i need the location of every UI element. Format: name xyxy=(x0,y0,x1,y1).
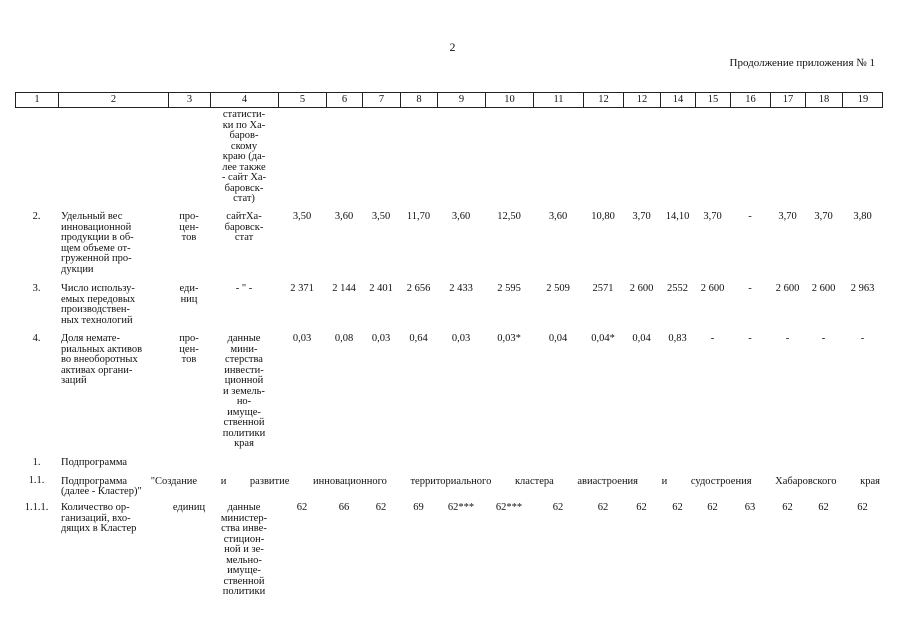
column-number-2: 2 xyxy=(58,93,168,107)
subsection-title-word: авиастроения xyxy=(577,476,639,487)
value-cell: 10,80 xyxy=(591,211,615,222)
value-cell: - xyxy=(748,211,752,222)
value-cell: 0,03 xyxy=(451,333,471,344)
item-value-cell: 62 xyxy=(552,502,564,513)
value-cell: 2 371 xyxy=(290,283,314,294)
data-source: данные мини- стерства инвести- ционной и земель- но- имуще- ственной политики края xyxy=(222,333,266,449)
value-cell: 3,60 xyxy=(548,211,568,222)
item-value-cell: 62 xyxy=(636,502,647,513)
column-number-14: 14 xyxy=(660,93,695,107)
value-cell: 2 144 xyxy=(332,283,356,294)
value-cell: 3,50 xyxy=(292,211,312,222)
column-number-18: 18 xyxy=(805,93,842,107)
subsection-title-word: и xyxy=(661,476,668,487)
value-cell: 0,08 xyxy=(334,333,354,344)
column-number-9: 9 xyxy=(437,93,485,107)
column-number-13: 12 xyxy=(623,93,660,107)
value-cell: 0,04* xyxy=(591,333,615,344)
value-cell: 11,70 xyxy=(406,211,431,222)
value-cell: 0,03* xyxy=(497,333,521,344)
column-number-10: 10 xyxy=(485,93,533,107)
value-cell: 2 509 xyxy=(546,283,570,294)
value-cell: 2 433 xyxy=(449,283,473,294)
value-cell: 3,60 xyxy=(334,211,354,222)
value-cell: 3,80 xyxy=(853,211,872,222)
value-cell: 3,70 xyxy=(703,211,722,222)
value-cell: 2 595 xyxy=(497,283,521,294)
value-cell: 0,83 xyxy=(668,333,687,344)
subsection-title-word: и xyxy=(220,476,227,487)
data-source: - " - xyxy=(235,283,253,294)
value-cell: 0,03 xyxy=(371,333,391,344)
subsection-number: 1.1. xyxy=(28,475,45,486)
column-number-17: 17 xyxy=(770,93,805,107)
value-cell: 2571 xyxy=(592,283,614,294)
column-number-5: 5 xyxy=(278,93,326,107)
value-cell: 14,10 xyxy=(665,211,690,222)
value-cell: - xyxy=(785,333,790,344)
item-name: Количество ор- ганизаций, вхо- дящих в Кластер xyxy=(61,502,137,534)
value-cell: 2 600 xyxy=(811,283,836,294)
unit-of-measure: про- цен- тов xyxy=(179,211,199,243)
value-cell: 2 600 xyxy=(700,283,725,294)
value-cell: 3,70 xyxy=(778,211,797,222)
subsection-title xyxy=(61,476,880,487)
item-value-cell: 62 xyxy=(707,502,718,513)
value-cell: 0,04 xyxy=(632,333,651,344)
value-cell: - xyxy=(748,333,752,344)
item-value-cell: 62*** xyxy=(447,502,475,513)
item-value-cell: 63 xyxy=(744,502,756,513)
value-cell: 0,64 xyxy=(409,333,428,344)
item-unit: единиц xyxy=(172,502,206,513)
column-number-12: 12 xyxy=(583,93,623,107)
indicator-name: Число использу- емых передовых производствен- ных технологий xyxy=(61,283,136,326)
item-number: 1.1.1. xyxy=(24,502,49,513)
item-value-cell: 62 xyxy=(782,502,793,513)
item-value-cell: 62 xyxy=(672,502,683,513)
column-number-7: 7 xyxy=(362,93,400,107)
value-cell: 3,70 xyxy=(814,211,833,222)
item-value-cell: 62 xyxy=(375,502,387,513)
subsection-title-word: судостроения xyxy=(690,476,752,487)
subsection-title-word: "Создание xyxy=(150,476,198,487)
column-number-15: 15 xyxy=(695,93,730,107)
column-number-11: 11 xyxy=(533,93,583,107)
item-source: данные министер- ства инве- стицион- ной и зе- мельно- имуще- ственной политики xyxy=(220,502,268,597)
subsection-title-continued: (далее - Кластер)" xyxy=(61,486,142,497)
column-number-6: 6 xyxy=(326,93,362,107)
value-cell: 0,03 xyxy=(292,333,312,344)
column-number-4: 4 xyxy=(210,93,278,107)
value-cell: - xyxy=(748,283,752,294)
subsection-title-word: инновационного xyxy=(313,476,387,487)
carry-over-source: статисти- ки по Ха- баров- скому краю (да- лее также - сайт Ха- баровск- стат) xyxy=(221,109,267,204)
value-cell: 3,60 xyxy=(451,211,471,222)
row-number: 3. xyxy=(32,283,41,294)
item-value-cell: 62 xyxy=(857,502,868,513)
column-number-19: 19 xyxy=(842,93,883,107)
value-cell: 2 600 xyxy=(629,283,654,294)
indicator-name: Удельный вес инновационной продукции в об- щем объеме от- груженной про- дукции xyxy=(61,211,134,275)
unit-of-measure: про- цен- тов xyxy=(179,333,199,365)
value-cell: 2 600 xyxy=(775,283,800,294)
item-value-cell: 62*** xyxy=(495,502,523,513)
value-cell: 12,50 xyxy=(497,211,521,222)
value-cell: 2 656 xyxy=(406,283,431,294)
subsection-title-word: кластера xyxy=(514,476,554,487)
item-value-cell: 66 xyxy=(338,502,350,513)
value-cell: 2 401 xyxy=(369,283,393,294)
subsection-title-word: края xyxy=(860,476,880,487)
subsection-title-word: Хабаровского xyxy=(775,476,837,487)
value-cell: 3,50 xyxy=(371,211,391,222)
column-number-16: 16 xyxy=(730,93,770,107)
continuation-label: Продолжение приложения № 1 xyxy=(729,57,875,69)
item-value-cell: 69 xyxy=(413,502,424,513)
subsection-title-word: территориального xyxy=(410,476,492,487)
column-number-1: 1 xyxy=(15,93,58,107)
subsection-title-word: развитие xyxy=(249,476,290,487)
section-number: 1. xyxy=(32,457,41,468)
section-title: Подпрограмма xyxy=(61,457,128,468)
value-cell: - xyxy=(821,333,826,344)
item-value-cell: 62 xyxy=(597,502,609,513)
item-value-cell: 62 xyxy=(296,502,308,513)
data-source: сайтХа- баровск- стат xyxy=(224,211,264,243)
column-number-8: 8 xyxy=(400,93,437,107)
row-number: 4. xyxy=(32,333,41,344)
value-cell: 3,70 xyxy=(632,211,651,222)
value-cell: 2 963 xyxy=(850,283,875,294)
column-number-3: 3 xyxy=(168,93,210,107)
unit-of-measure: еди- ниц xyxy=(179,283,199,305)
value-cell: 2552 xyxy=(667,283,688,294)
subsection-title-word: Подпрограмма xyxy=(61,476,128,487)
value-cell: - xyxy=(710,333,715,344)
page-number: 2 xyxy=(449,40,456,54)
indicator-name: Доля немате- риальных активов во внеоборотных активах органи- заций xyxy=(61,333,143,386)
value-cell: - xyxy=(860,333,865,344)
value-cell: 0,04 xyxy=(548,333,568,344)
row-number: 2. xyxy=(32,211,41,222)
item-value-cell: 62 xyxy=(818,502,829,513)
